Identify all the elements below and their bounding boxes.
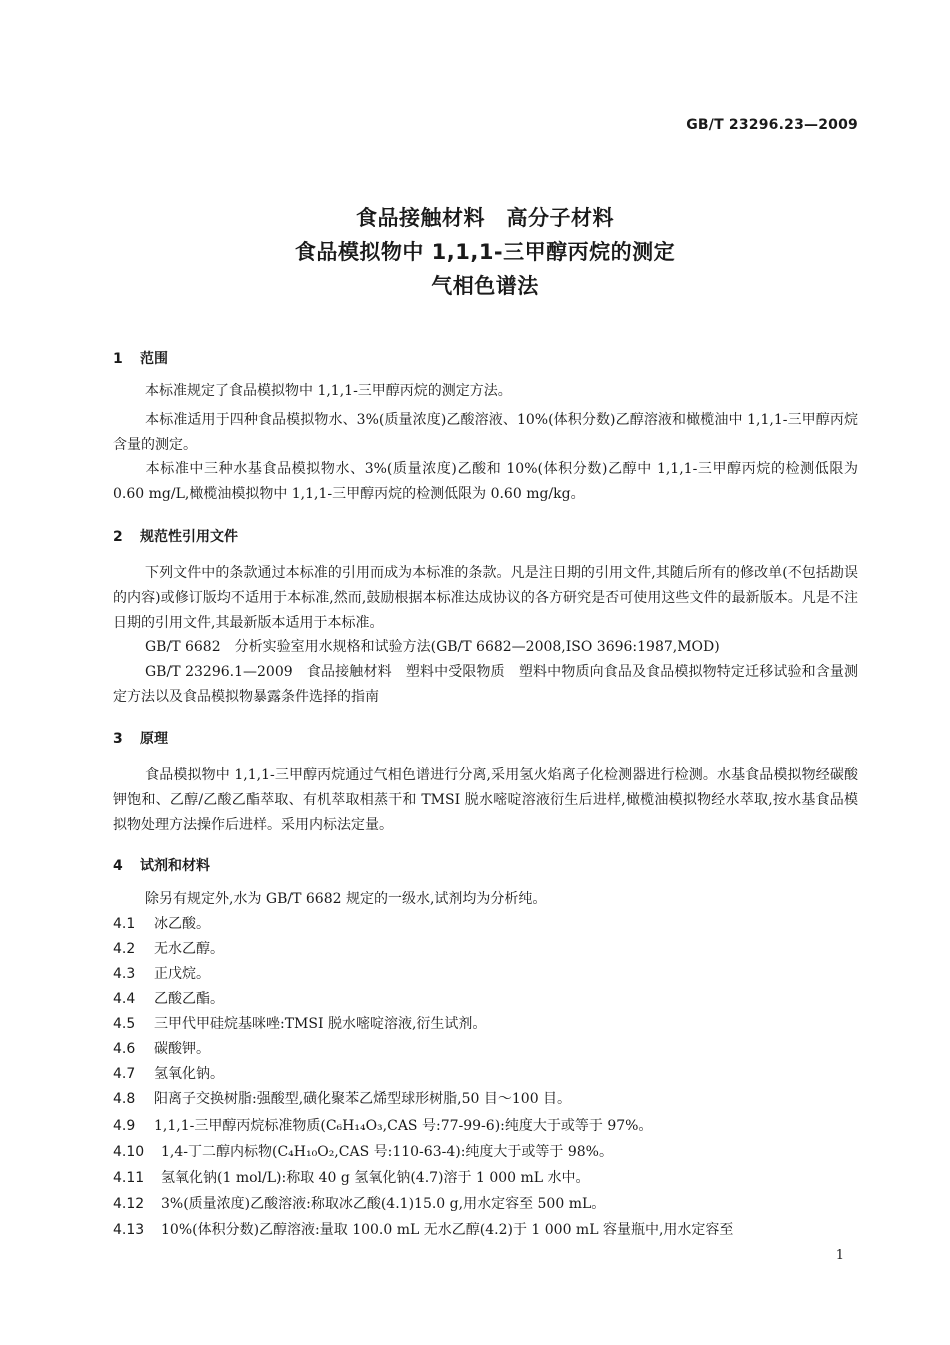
section-title: 试剂和材料 bbox=[140, 858, 210, 874]
section-1-heading bbox=[113, 348, 168, 368]
section-title: 范围 bbox=[140, 351, 168, 367]
section-4-heading bbox=[113, 855, 210, 875]
section-title: 规范性引用文件 bbox=[140, 529, 238, 545]
list-item: 4.6 碳酸钾。 bbox=[113, 1041, 210, 1057]
section-3-heading bbox=[113, 728, 168, 748]
section-1-paragraph-1: 本标准规定了食品模拟物中 1,1,1-三甲醇丙烷的测定方法。 bbox=[145, 383, 512, 399]
title-line-2: 食品模拟物中 1,1,1-三甲醇丙烷的测定 bbox=[294, 240, 676, 264]
list-item: 4.4 乙酸乙酯。 bbox=[113, 991, 224, 1007]
list-item: 4.8 阳离子交换树脂:强酸型,磺化聚苯乙烯型球形树脂,50 目～100 目。 bbox=[113, 1091, 572, 1107]
list-item: 4.13 10%(体积分数)乙醇溶液:量取 100.0 mL 无水乙醇(4.2)于 1 000 mL 容量瓶中,用水定容至 bbox=[113, 1222, 734, 1238]
page-number: 1 bbox=[835, 1248, 844, 1263]
normative-reference-1: GB/T 6682 分析实验室用水规格和试验方法(GB/T 6682—2008,ISO 3696:1987,MOD) bbox=[145, 639, 720, 655]
section-number: 4 bbox=[113, 858, 123, 874]
list-item: 4.9 1,1,1-三甲醇丙烷标准物质(C₆H₁₄O₃,CAS 号:77-99-6):纯度大于或等于 97%。 bbox=[113, 1118, 653, 1134]
list-item: 4.11 氢氧化钠(1 mol/L):称取 40 g 氢氧化钠(4.7)溶于 1 000 mL 水中。 bbox=[113, 1170, 590, 1186]
section-title: 原理 bbox=[140, 731, 168, 747]
section-1-paragraph-2: 本标准适用于四种食品模拟物水、3%(质量浓度)乙酸溶液、10%(体积分数)乙醇溶液和橄榄油中 1,1,1-三甲醇丙烷含量的测定。 bbox=[113, 412, 858, 453]
standard-code: GB/T 23296.23—2009 bbox=[686, 117, 858, 133]
section-number: 1 bbox=[113, 351, 123, 367]
list-item: 4.5 三甲代甲硅烷基咪唑:TMSI 脱水嘧啶溶液,衍生试剂。 bbox=[113, 1016, 487, 1032]
list-item: 4.10 1,4-丁二醇内标物(C₄H₁₀O₂,CAS 号:110-63-4):纯度大于或等于 98%。 bbox=[113, 1144, 613, 1160]
list-item: 4.2 无水乙醇。 bbox=[113, 941, 224, 957]
normative-reference-2: GB/T 23296.1—2009 食品接触材料 塑料中受限物质 塑料中物质向食品及食品模拟物特定迁移试验和含量测定方法以及食品模拟物暴露条件选择的指南 bbox=[113, 664, 858, 705]
section-2-paragraph-1: 下列文件中的条款通过本标准的引用而成为本标准的条款。凡是注日期的引用文件,其随后所有的修改单(不包括勘误的内容)或修订版均不适用于本标准,然而,鼓励根据本标准达成协议的各方研究是否可使用这些文件的最新版本。凡是不注日期的引用文件,其最新版本适用于本标准。 bbox=[113, 565, 858, 631]
section-4-intro: 除另有规定外,水为 GB/T 6682 规定的一级水,试剂均为分析纯。 bbox=[145, 891, 547, 907]
list-item: 4.3 正戊烷。 bbox=[113, 966, 210, 982]
section-1-paragraph-3: 本标准中三种水基食品模拟物水、3%(质量浓度)乙酸和 10%(体积分数)乙醇中 1,1,1-三甲醇丙烷的检测低限为 0.60 mg/L,橄榄油模拟物中 1,1,1-三甲醇丙烷的检测低限为 0.60 mg/kg。 bbox=[113, 461, 858, 502]
section-2-heading bbox=[113, 526, 238, 546]
list-item: 4.12 3%(质量浓度)乙酸溶液:称取冰乙酸(4.1)15.0 g,用水定容至 500 mL。 bbox=[113, 1196, 606, 1212]
list-item: 4.7 氢氧化钠。 bbox=[113, 1066, 224, 1082]
section-number: 2 bbox=[113, 529, 123, 545]
section-number: 3 bbox=[113, 731, 123, 747]
title-line-1: 食品接触材料 高分子材料 bbox=[356, 206, 614, 230]
section-3-paragraph-1: 食品模拟物中 1,1,1-三甲醇丙烷通过气相色谱进行分离,采用氢火焰离子化检测器进行检测。水基食品模拟物经碳酸钾饱和、乙醇/乙酸乙酯萃取、有机萃取相蒸干和 TMSI 脱水嘧啶溶液衍生后进样,橄榄油模拟物经水萃取,按水基食品模拟物处理方法操作后进样。采用内标法定量。 bbox=[113, 767, 858, 833]
list-item: 4.1 冰乙酸。 bbox=[113, 916, 210, 932]
title-line-3: 气相色谱法 bbox=[431, 274, 539, 298]
